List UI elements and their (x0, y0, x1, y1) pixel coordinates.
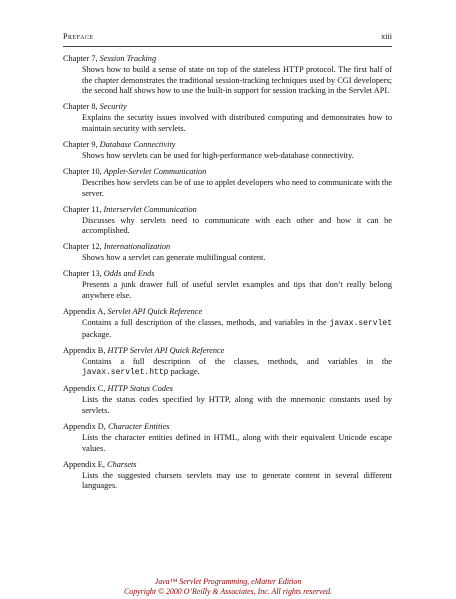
entry-term (63, 54, 392, 65)
header-title: Preface (63, 32, 94, 41)
entry-description: Lists the suggested charsets servlets may use to generate content in several different languages. (82, 470, 392, 491)
entry-label: Chapter 12, (63, 242, 102, 252)
entry-description: Presents a junk drawer full of useful servlet examples and tips that don’t really belong anywhere else. (82, 280, 392, 300)
entry-label: Chapter 10, (63, 167, 102, 177)
entry-label: Appendix D, (63, 422, 106, 432)
description-text: Contains a full description of the classes, methods, and variables in the (82, 356, 392, 366)
entry-term (63, 102, 392, 113)
description-text: package. (168, 367, 200, 377)
entry-term (63, 384, 392, 395)
entry-description (63, 318, 392, 341)
footer-copyright: Copyright © 2000 O’Reilly & Associates, Inc. All rights reserved. (124, 586, 332, 596)
entry-term (63, 242, 392, 253)
entry-subject: Character Entities (107, 422, 170, 432)
entry-subject: Session Tracking (99, 54, 157, 63)
entry-subject: Charsets (107, 459, 137, 469)
entry-subject: HTTP Servlet API Quick Reference (107, 345, 225, 355)
entry-label: Chapter 11, (63, 204, 102, 214)
entry-description: Lists the status codes specified by HTTP, along with the mnemonic constants used by servlets. (82, 395, 392, 415)
entry-subject: Internationalization (103, 242, 171, 252)
entry-term (63, 205, 392, 216)
list-item (63, 460, 392, 492)
entry-description: Lists the character entities defined in HTML, along with their equivalent Unicode escape values. (82, 432, 392, 453)
entry-term (63, 422, 392, 433)
entry-subject: Applet-Servlet Communication (103, 167, 207, 177)
entry-label: Appendix B, (63, 345, 106, 355)
entry-label: Chapter 9, (63, 140, 98, 150)
description-text: package. (82, 329, 112, 339)
entry-subject: Odds and Ends (103, 269, 155, 279)
list-item (63, 242, 392, 264)
list-item (63, 422, 392, 454)
entry-label: Chapter 8, (63, 102, 98, 112)
entry-subject: Interservlet Communication (103, 204, 197, 214)
entry-label: Chapter 13, (63, 269, 102, 279)
entry-term (63, 307, 392, 318)
entry-subject: Security (99, 102, 127, 112)
package-name: javax.servlet.http (82, 368, 169, 378)
entry-subject: HTTP Status Codes (107, 384, 173, 394)
package-name: javax.servlet (329, 318, 392, 328)
entry-term (63, 269, 392, 280)
entry-description (63, 357, 392, 380)
list-item (63, 102, 392, 134)
running-header (63, 32, 392, 47)
chapter-list (63, 54, 392, 497)
entry-subject: Database Connectivity (99, 140, 176, 150)
list-item (63, 167, 392, 199)
page-footer (0, 577, 456, 596)
entry-label: Appendix A, (63, 307, 106, 317)
list-item (63, 346, 392, 379)
page-number: xiii (381, 32, 392, 41)
description-text: Contains a full description of the classes, methods, and variables in the (82, 317, 330, 327)
entry-description: Describes how servlets can be of use to applet developers who need to communicate with the server. (82, 177, 392, 198)
entry-description: Discusses why servlets need to communicate with each other and how it can be accomplished. (82, 215, 392, 236)
entry-term (63, 460, 392, 471)
entry-label: Appendix C, (63, 384, 106, 394)
list-item (63, 54, 392, 97)
list-item (63, 205, 392, 237)
entry-description: Shows how to build a sense of state on top of the stateless HTTP protocol. The first half of the chapter demonstrates the traditional session-tracking techniques used by CGI developers; the second half shows how to use the built-in support for session tracking in the Servlet API. (82, 64, 392, 96)
list-item (63, 384, 392, 416)
entry-subject: Servlet API Quick Reference (107, 307, 203, 317)
list-item (63, 269, 392, 301)
entry-description: Shows how servlets can be used for high-performance web-database connectivity. (82, 150, 354, 160)
list-item (63, 140, 392, 162)
list-item (63, 307, 392, 340)
footer-edition: Java™ Servlet Programming, eMatter Edition (154, 577, 302, 586)
entry-term (63, 140, 392, 151)
entry-term (63, 346, 392, 357)
entry-label: Appendix E, (63, 459, 105, 469)
entry-label: Chapter 7, (63, 54, 98, 63)
entry-description: Shows how a servlet can generate multilingual content. (82, 253, 266, 263)
entry-description: Explains the security issues involved with distributed computing and demonstrates how to maintain security with servlets. (82, 113, 392, 134)
entry-term (63, 167, 392, 178)
